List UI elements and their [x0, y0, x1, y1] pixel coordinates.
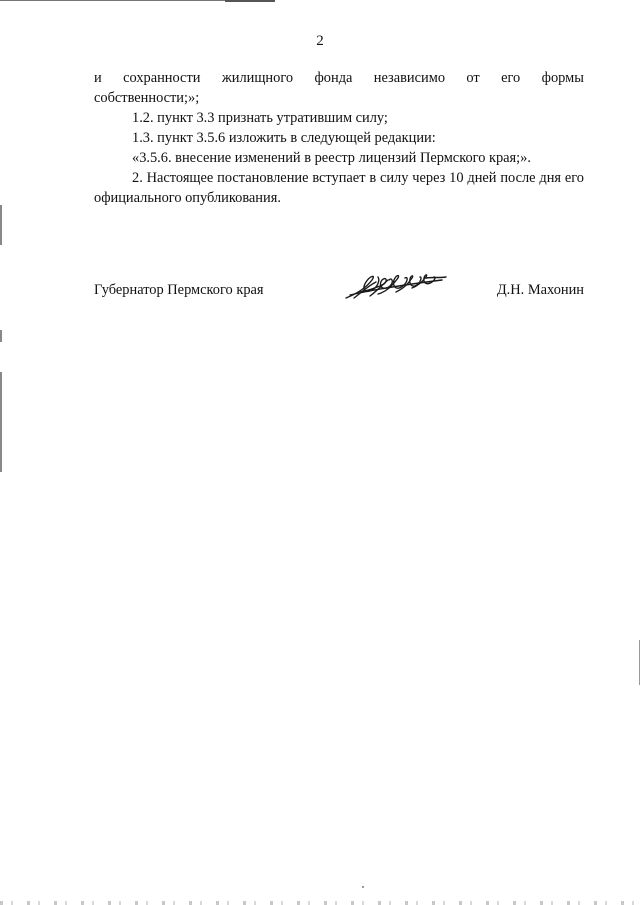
word: независимо — [373, 70, 446, 86]
word: от — [466, 70, 480, 86]
word: формы — [541, 70, 584, 86]
word: сохранности — [123, 70, 201, 86]
handwritten-signature-icon — [342, 268, 450, 304]
paragraph-1-tail: собственности;»; — [94, 90, 200, 106]
scan-edge-top-mark — [225, 0, 275, 2]
signatory-position: Губернатор Пермского края — [94, 282, 264, 298]
word: его — [501, 70, 521, 86]
document-body — [94, 68, 584, 208]
scan-speck — [362, 886, 364, 888]
paragraph-point-1-3: 1.3. пункт 3.5.6 изложить в следующей редакции: — [132, 130, 436, 146]
paragraph-1-first-line — [94, 68, 584, 88]
scan-edge-bottom — [0, 901, 640, 905]
word: фонда — [314, 70, 353, 86]
scan-edge-left-mark — [0, 372, 2, 472]
word: и — [94, 70, 102, 86]
paragraph-quoted-3-5-6: «3.5.6. внесение изменений в реестр лицензий Пермского края;». — [132, 150, 531, 166]
scan-edge-left-mark — [0, 330, 2, 342]
paragraph-effective-date: 2. Настоящее постановление вступает в силу через 10 дней после дня его официального опубликования. — [94, 170, 584, 206]
signature-block — [94, 282, 584, 312]
paragraph-point-1-2: 1.2. пункт 3.3 признать утратившим силу; — [132, 110, 388, 126]
page-number: 2 — [316, 33, 324, 49]
scan-edge-left-mark — [0, 205, 2, 245]
signatory-name: Д.Н. Махонин — [496, 282, 584, 298]
word: жилищного — [221, 70, 294, 86]
